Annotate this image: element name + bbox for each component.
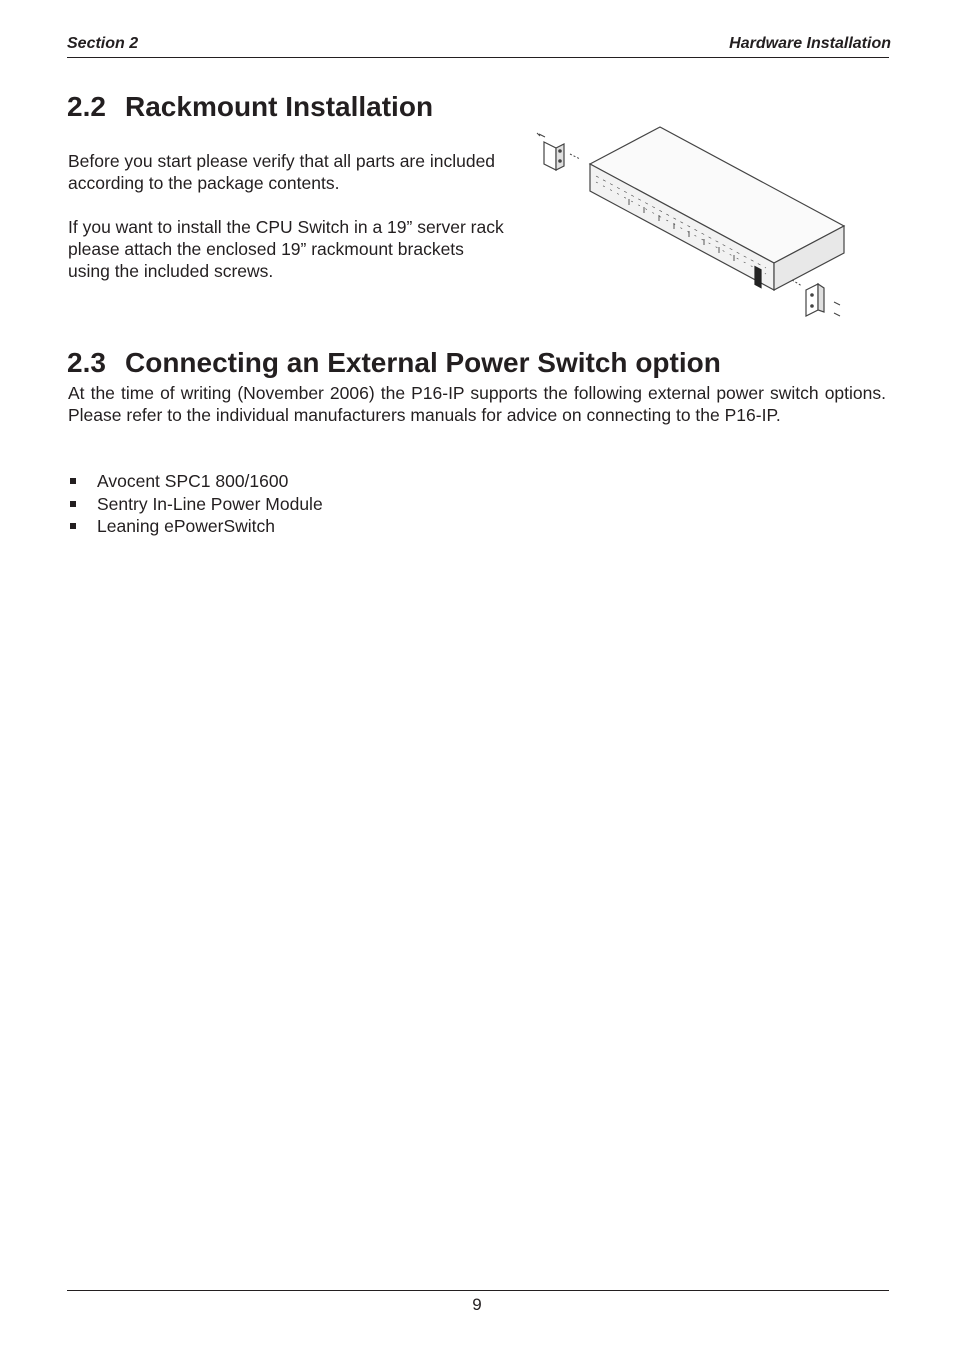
- power-switch-list: [68, 470, 323, 538]
- heading-number: 2.3: [67, 347, 106, 378]
- rackmount-paragraph-1: Before you start please verify that all parts are included according to the package contents.: [68, 151, 496, 193]
- rackmount-illustration: [534, 120, 854, 324]
- heading-external-power-switch: [67, 347, 721, 379]
- list-item-text: Avocent SPC1 800/1600: [97, 471, 289, 491]
- list-item: [68, 515, 323, 538]
- heading-title: Connecting an External Power Switch option: [125, 347, 721, 378]
- list-item: [68, 470, 323, 493]
- page-number: 9: [472, 1295, 482, 1314]
- list-item-text: Sentry In-Line Power Module: [97, 493, 323, 514]
- list-item-text: Leaning ePowerSwitch: [97, 516, 276, 536]
- rackmount-paragraph-2: If you want to install the CPU Switch in a 19” server rack please attach the enclosed 19” rackmount brackets using the included screws.: [68, 217, 504, 281]
- left-bracket: [544, 142, 556, 170]
- header-section: Section 2: [67, 35, 139, 52]
- power-switch-paragraph: At the time of writing (November 2006) the P16-IP supports the following external power switch options. Please refer to the individual manufacturers manuals for advice on connecting to the P16-IP.: [68, 383, 886, 425]
- right-bracket: [806, 284, 818, 316]
- bullet-icon: [70, 478, 76, 484]
- header-chapter: Hardware Installation: [729, 35, 891, 52]
- power-switch: [755, 267, 761, 288]
- list-item: [68, 493, 323, 516]
- page-header: [67, 35, 889, 58]
- footer-rule: [67, 1290, 889, 1291]
- heading-number: 2.2: [67, 91, 106, 122]
- bullet-icon: [70, 501, 76, 507]
- heading-title: Rackmount Installation: [125, 91, 434, 122]
- heading-rackmount-installation: [67, 91, 433, 123]
- bullet-icon: [70, 523, 76, 529]
